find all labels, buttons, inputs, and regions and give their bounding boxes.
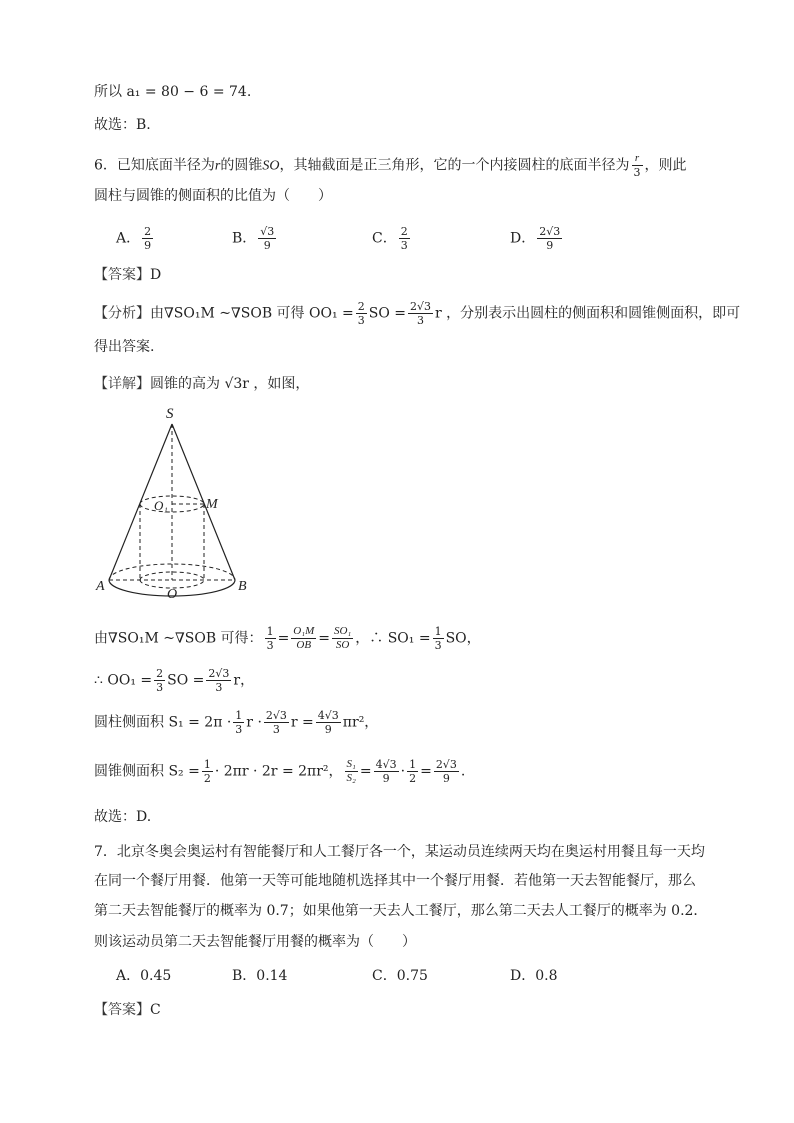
- q6-option-c: C． $\frac{2}{3}$: [372, 225, 408, 252]
- q7-stem-line3: 第二天去智能餐厅的概率为 0.7；如果他第一天去人工餐厅，那么第二天去人工餐厅的概率为 0.2．: [94, 903, 708, 919]
- label-s: S: [166, 406, 174, 422]
- q6-detail: 【详解】圆锥的高为 √3r ，如图，: [94, 376, 310, 392]
- q7-option-a: A．0.45: [116, 968, 172, 984]
- q7-stem-line1: 7．北京冬奥会奥运村有智能餐厅和人工餐厅各一个，某运动员连续两天均在奥运村用餐且每一天均: [94, 844, 705, 860]
- q6-step2: ∴ OO₁ = $\frac{2}{3}$ SO = $\frac{2√3}{3}$ r，: [94, 667, 255, 694]
- q6-option-a: A． $\frac{2}{9}$: [116, 225, 152, 252]
- q6-option-d: D． $\frac{2√3}{9}$: [510, 225, 561, 252]
- q6-analysis-line2: 得出答案.: [94, 339, 155, 355]
- label-a: A: [96, 579, 105, 594]
- q7-option-d: D．0.8: [510, 968, 558, 984]
- q6-stem-line2: 圆柱与圆锥的侧面积的比值为（ ）: [94, 188, 332, 204]
- cone-cylinder-figure: [90, 400, 260, 610]
- q6-stem-line1: 6．已知底面半径为r的圆锥SO，其轴截面是正三角形，它的一个内接圆柱的底面半径为 $\frac{r}{3}$ ，则此: [94, 152, 687, 179]
- q5-conclusion: 所以 a₁ = 80 − 6 = 74.: [94, 84, 252, 100]
- q7-stem-line4: 则该运动员第二天去智能餐厅用餐的概率为（ ）: [94, 934, 416, 950]
- q6-analysis-line1: 【分析】由∇SO₁M ~∇SOB 可得 OO₁ = $\frac{2}{3}$ SO = $\frac{2√3}{3}$ r ，分别表示出圆柱的侧面积和圆锥侧面积，即可: [94, 300, 741, 327]
- q6-step4: 圆锥侧面积 S₂ = $\frac{1}{2}$ · 2πr · 2r = 2πr²， $\frac{\text{S₁}}{\text{S₂}}$ = $\frac{4√3}{9}$ · $\frac{1}{2}$ = $\frac{2√3}{9}$ .: [94, 758, 466, 785]
- q7-option-b: B．0.14: [232, 968, 288, 984]
- label-m: M: [206, 497, 218, 512]
- q5-choose: 故选：B.: [94, 117, 151, 133]
- q6-option-b: B． $\frac{√3}{9}$: [232, 225, 275, 252]
- label-b: B: [238, 579, 247, 594]
- label-o1: O₁: [154, 498, 168, 513]
- q7-answer: 【答案】C: [94, 1002, 161, 1018]
- q6-step3: 圆柱侧面积 S₁ = 2π · $\frac{1}{3}$ r · $\frac{2√3}{3}$ r = $\frac{4√3}{9}$ πr²，: [94, 709, 379, 736]
- q7-stem-line2: 在同一个餐厅用餐．他第一天等可能地随机选择其中一个餐厅用餐．若他第一天去智能餐厅，那么: [94, 873, 696, 889]
- label-o: O: [167, 587, 178, 602]
- q7-option-c: C．0.75: [372, 968, 428, 984]
- q6-stem-fraction: $\frac{r}{3}$: [633, 152, 641, 179]
- q6-step1: 由∇SO₁M ~∇SOB 可得： $\frac{1}{3}$ = $\frac{\text{O₁M}}{OB}$ = $\frac{\text{SO₁}}{SO}$ ，∴ SO₁ = $\frac{1}{3}$ SO，: [94, 625, 481, 652]
- q6-choose: 故选：D.: [94, 809, 152, 825]
- q6-answer: 【答案】D: [94, 267, 162, 283]
